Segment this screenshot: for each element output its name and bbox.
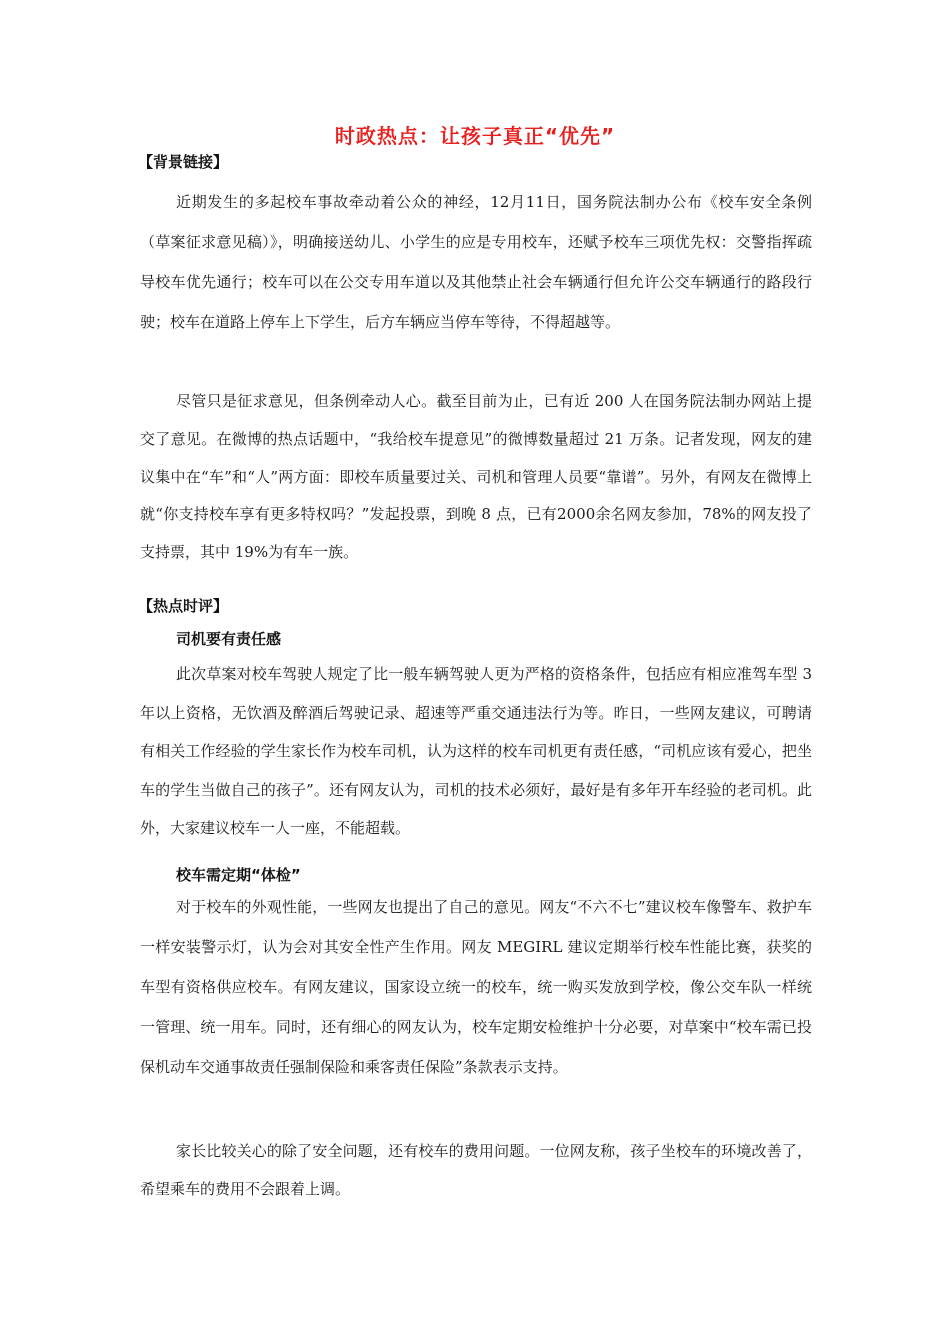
paragraph-bus-inspection: 对于校车的外观性能，一些网友也提出了自己的意见。网友“不六不七”建议校车像警车、救护车一样安装警示灯，认为会对其安全性产生作用。网友 MEGIRL 建议定期举行校车性能比赛，获奖的车型有资格供应校车。有网友建议，国家设立统一的校车，统一购买发放到学校，像公交车队一样统一管理、统一用车。同时，还有细心的网友认为，校车定期安检维护十分必要，对草案中“校车需已投保机动车交通事故责任强制保险和乘客责任保险”条款表示支持。 — [140, 898, 812, 1076]
paragraph-bus-fees: 家长比较关心的除了安全问题，还有校车的费用问题。一位网友称，孩子坐校车的环境改善了，希望乘车的费用不会跟着上调。 — [140, 1142, 812, 1198]
paragraph-background-1: 近期发生的多起校车事故牵动着公众的神经，12月11日，国务院法制办公布《校车安全条例（草案征求意见稿）》，明确接送幼儿、小学生的应是专用校车，还赋予校车三项优先权：交警指挥疏导校车优先通行；校车可以在公交专用车道以及其他禁止社会车辆通行但允许公交车辆通行的路段行驶；校车在道路上停车上下学生，后方车辆应当停车等待，不得超越等。 — [140, 193, 812, 331]
section-heading-commentary: 【热点时评】 — [138, 597, 229, 615]
document-title: 时政热点：让孩子真正“优先” — [334, 124, 616, 148]
subheading-bus-inspection: 校车需定期“体检” — [176, 866, 301, 884]
section-heading-background: 【背景链接】 — [138, 153, 229, 171]
subheading-driver-responsibility: 司机要有责任感 — [176, 630, 282, 648]
paragraph-background-2: 尽管只是征求意见，但条例牵动人心。截至目前为止，已有近 200 人在国务院法制办网站上提交了意见。在微博的热点话题中，“我给校车提意见”的微博数量超过 21 万条。记者发现，网友的建议集中在“车”和“人”两方面：即校车质量要过关、司机和管理人员要“靠谱”。另外，有网友在微博上就“你支持校车享有更多特权吗？”发起投票，到晚 8 点，已有2000余名网友参加，78%的网友投了支持票，其中 19%为有车一族。 — [140, 392, 812, 562]
paragraph-driver-responsibility: 此次草案对校车驾驶人规定了比一般车辆驾驶人更为严格的资格条件，包括应有相应准驾车型 3 年以上资格，无饮酒及醉酒后驾驶记录、超速等严重交通违法行为等。昨日，一些网友建议，可聘请有相关工作经验的学生家长作为校车司机，认为这样的校车司机更有责任感，“司机应该有爱心，把坐车的学生当做自己的孩子”。还有网友认为，司机的技术必须好，最好是有多年开车经验的老司机。此外，大家建议校车一人一座，不能超载。 — [140, 665, 812, 837]
